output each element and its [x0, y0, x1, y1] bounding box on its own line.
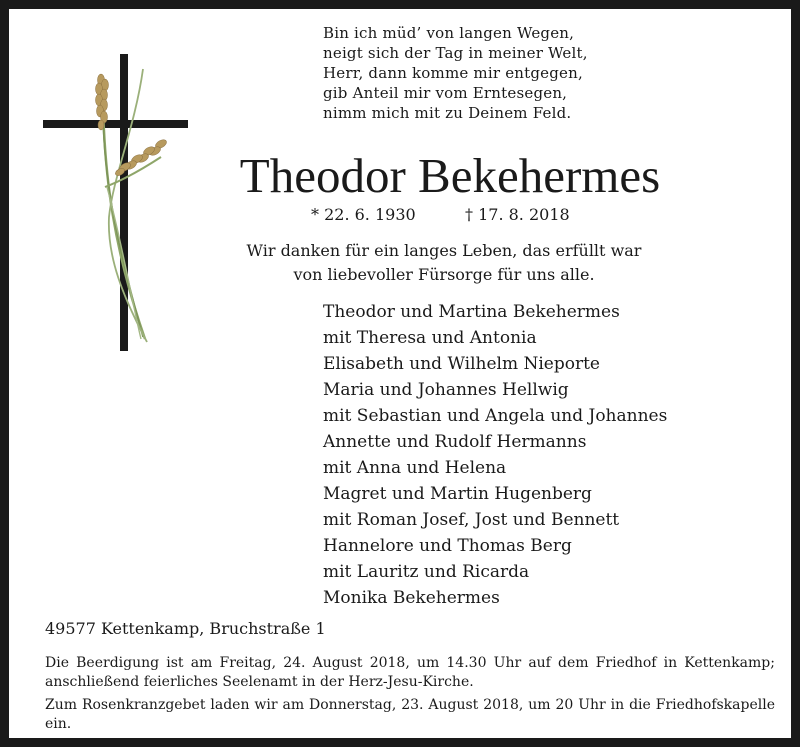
family-list: [323, 299, 783, 611]
birth-date: * 22. 6. 1930: [311, 205, 416, 224]
thanks-line: von liebevoller Fürsorge für uns alle.: [293, 265, 595, 284]
poem-line: neigt sich der Tag in meiner Welt,: [323, 44, 588, 62]
family-line: mit Roman Josef, Jost und Bennett: [323, 510, 620, 530]
address: 49577 Kettenkamp, Bruchstraße 1: [45, 619, 326, 638]
family-line: Hannelore und Thomas Berg: [323, 536, 572, 556]
family-line: Monika Bekehermes: [323, 588, 500, 608]
thanks-text: [189, 239, 699, 287]
thanks-line: Wir danken für ein langes Leben, das erfüllt war: [246, 241, 642, 260]
funeral-info: [45, 654, 775, 738]
family-line: Theodor und Martina Bekehermes: [323, 302, 620, 322]
poem-line: Bin ich müd’ von langen Wegen,: [323, 24, 575, 42]
poem: [323, 23, 603, 123]
family-line: Annette und Rudolf Hermanns: [323, 432, 587, 452]
poem-line: gib Anteil mir vom Erntesegen,: [323, 84, 568, 102]
rosary-info-paragraph: Zum Rosenkranzgebet laden wir am Donnerstag, 23. August 2018, um 20 Uhr in die Friedhofskapelle ein.: [45, 697, 775, 732]
family-line: Magret und Martin Hugenberg: [323, 484, 592, 504]
funeral-info-paragraph: Die Beerdigung ist am Freitag, 24. August 2018, um 14.30 Uhr auf dem Friedhof in Kettenkamp; anschließend feierliches Seelenamt in der Herz-Jesu-Kirche.: [45, 655, 775, 690]
family-line: Elisabeth und Wilhelm Nieporte: [323, 354, 600, 374]
family-line: mit Theresa und Antonia: [323, 328, 537, 348]
family-line: mit Anna und Helena: [323, 458, 507, 478]
family-line: Maria und Johannes Hellwig: [323, 380, 569, 400]
family-line: mit Sebastian und Angela und Johannes: [323, 406, 668, 426]
poem-line: nimm mich mit zu Deinem Feld.: [323, 104, 572, 122]
deceased-name: Theodor Bekehermes: [239, 148, 661, 203]
poem-line: Herr, dann komme mir entgegen,: [323, 64, 583, 82]
family-line: mit Lauritz und Ricarda: [323, 562, 530, 582]
cross-with-wheat-icon: [43, 47, 213, 357]
death-date: † 17. 8. 2018: [465, 205, 570, 224]
